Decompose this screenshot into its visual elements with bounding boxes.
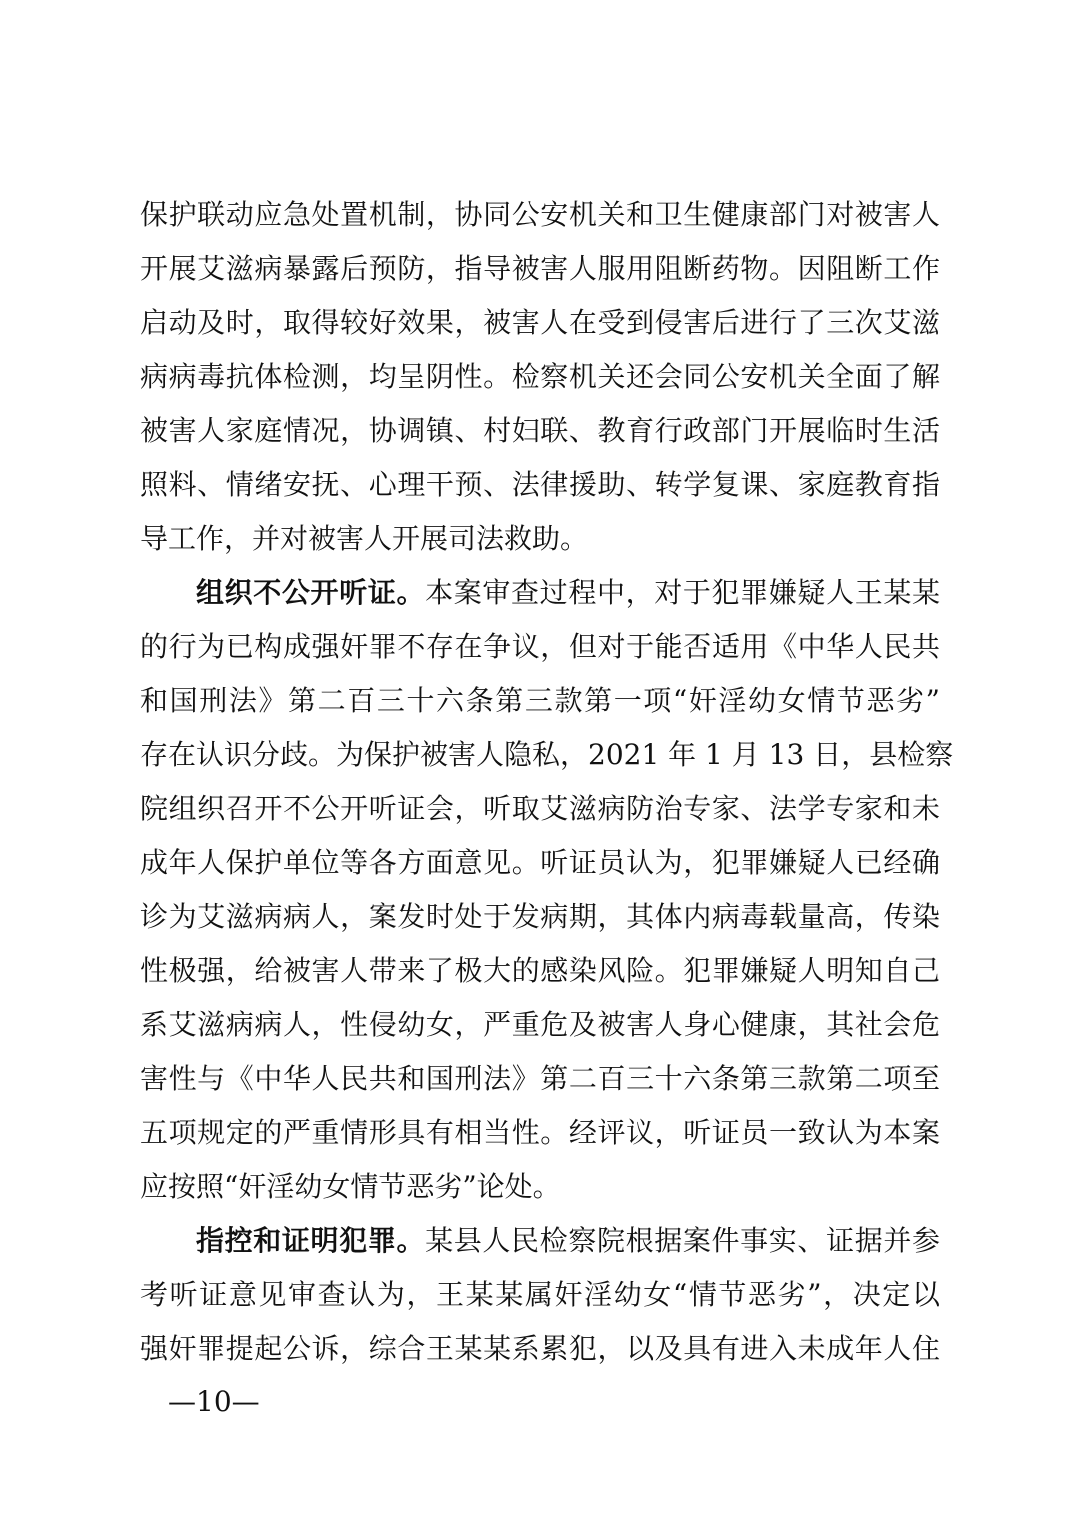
body-line: 病病毒抗体检测，均呈阴性。检察机关还会同公安机关全面了解 — [140, 360, 940, 393]
body-line: 院组织召开不公开听证会，听取艾滋病防治专家、法学专家和未 — [140, 792, 940, 825]
body-line: 的行为已构成强奸罪不存在争议，但对于能否适用《中华人民共 — [140, 630, 940, 663]
body-line: 照料、情绪安抚、心理干预、法律援助、转学复课、家庭教育指 — [140, 468, 940, 501]
body-line: 开展艾滋病暴露后预防，指导被害人服用阻断药物。因阻断工作 — [140, 252, 940, 285]
body-line: 考听证意见审查认为，王某某属奸淫幼女“情节恶劣”，决定以 — [140, 1278, 940, 1311]
body-line: 启动及时，取得较好效果，被害人在受到侵害后进行了三次艾滋 — [140, 306, 940, 339]
paragraph-heading: 组织不公开听证。 — [196, 576, 426, 609]
body-line: 存在认识分歧。为保护被害人隐私，2021 年 1 月 13 日，县检察 — [140, 738, 954, 771]
body-line: 害性与《中华人民共和国刑法》第二百三十六条第三款第二项至 — [140, 1062, 940, 1095]
body-line: 性极强，给被害人带来了极大的感染风险。犯罪嫌疑人明知自己 — [140, 954, 940, 987]
body-line: 导工作，并对被害人开展司法救助。 — [140, 522, 589, 555]
body-line: 强奸罪提起公诉，综合王某某系累犯，以及具有进入未成年人住 — [140, 1332, 940, 1365]
body-line: 系艾滋病病人，性侵幼女，严重危及被害人身心健康，其社会危 — [140, 1008, 940, 1041]
body-line: 应按照“奸淫幼女情节恶劣”论处。 — [140, 1170, 561, 1203]
body-line: 被害人家庭情况，协调镇、村妇联、教育行政部门开展临时生活 — [140, 414, 940, 447]
paragraph-heading: 指控和证明犯罪。 — [196, 1224, 426, 1257]
body-line: 和国刑法》第二百三十六条第三款第一项“奸淫幼女情节恶劣” — [140, 684, 940, 717]
paragraph-text: 本案审查过程中，对于犯罪嫌疑人王某某 — [425, 576, 940, 609]
body-line: 诊为艾滋病病人，案发时处于发病期，其体内病毒载量高，传染 — [140, 900, 940, 933]
paragraph-first-line — [196, 1216, 940, 1266]
page-number: —10— — [168, 1385, 260, 1418]
body-line: 成年人保护单位等各方面意见。听证员认为，犯罪嫌疑人已经确 — [140, 846, 940, 879]
body-line: 保护联动应急处置机制，协同公安机关和卫生健康部门对被害人 — [140, 198, 940, 231]
paragraph-first-line — [196, 568, 940, 618]
body-line: 五项规定的严重情形具有相当性。经评议，听证员一致认为本案 — [140, 1116, 940, 1149]
paragraph-text: 某县人民检察院根据案件事实、证据并参 — [425, 1224, 940, 1257]
